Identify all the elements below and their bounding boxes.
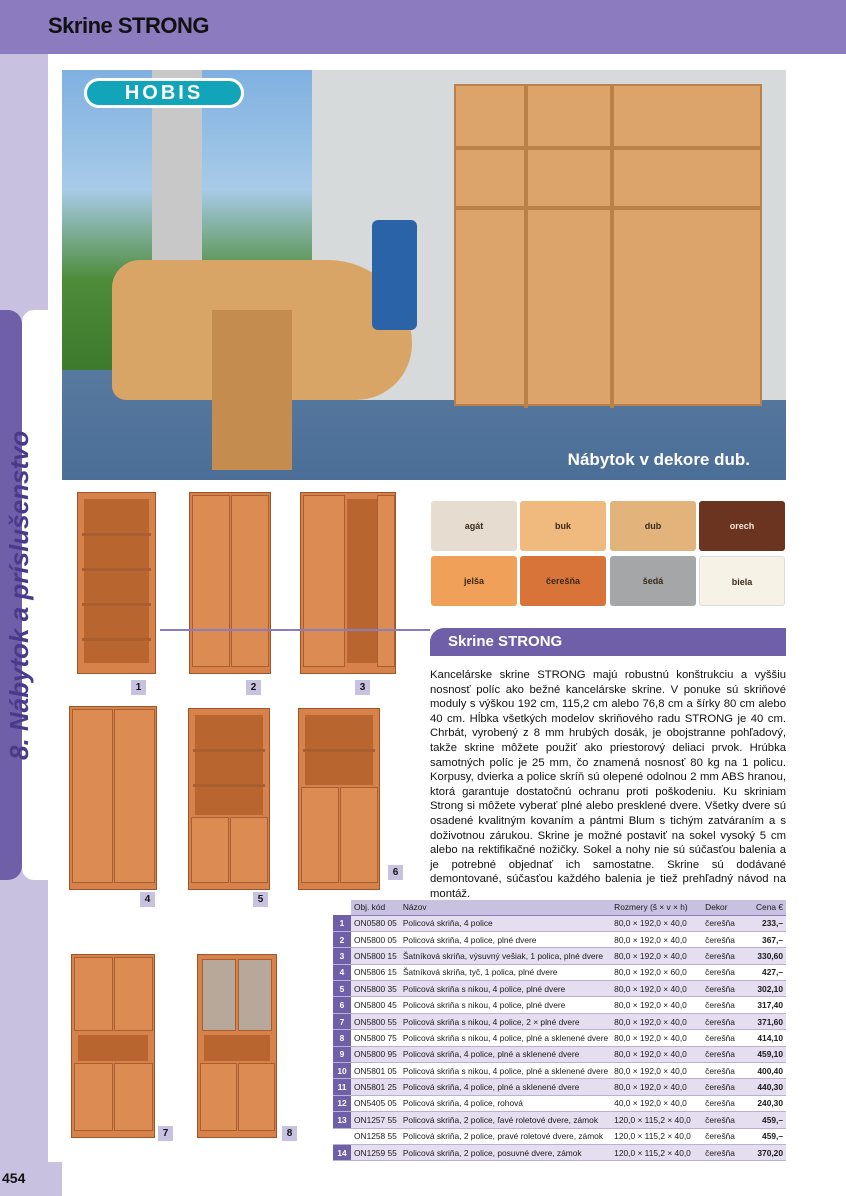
table-row bbox=[333, 931, 786, 947]
cell-dims: 80,0 × 192,0 × 60,0 bbox=[611, 964, 702, 980]
cell-code: ON0580 05 bbox=[351, 915, 400, 931]
product-number: 3 bbox=[355, 680, 370, 695]
cabinet-6-image bbox=[298, 708, 380, 890]
header-num bbox=[333, 900, 351, 915]
cell-price: 370,20 bbox=[750, 1144, 786, 1160]
cell-price: 371,60 bbox=[750, 1013, 786, 1029]
page-number: 454 bbox=[2, 1170, 26, 1186]
table-row bbox=[333, 948, 786, 964]
cell-num: 3 bbox=[333, 948, 351, 964]
table-row bbox=[333, 1112, 786, 1128]
table-header-row bbox=[333, 900, 786, 915]
header-price: Cena € bbox=[750, 900, 786, 915]
header-decor: Dekor bbox=[702, 900, 750, 915]
table-row bbox=[333, 1144, 786, 1160]
cell-dims: 80,0 × 192,0 × 40,0 bbox=[611, 931, 702, 947]
table-row bbox=[333, 1079, 786, 1095]
table-row bbox=[333, 1046, 786, 1062]
photo-caption: Nábytok v dekore dub. bbox=[567, 450, 750, 469]
cabinet-7-image bbox=[71, 954, 155, 1138]
cabinet-8-image bbox=[197, 954, 277, 1138]
cabinet-divider bbox=[524, 86, 528, 408]
cell-price: 400,40 bbox=[750, 1063, 786, 1079]
cell-decor: čerešňa bbox=[702, 1013, 750, 1029]
cell-decor: čerešňa bbox=[702, 1128, 750, 1144]
cell-num: 10 bbox=[333, 1063, 351, 1079]
cell-dims: 80,0 × 192,0 × 40,0 bbox=[611, 997, 702, 1013]
page-title: Skrine STRONG bbox=[48, 13, 209, 38]
cell-code: ON5405 05 bbox=[351, 1095, 400, 1111]
cell-dims: 120,0 × 115,2 × 40,0 bbox=[611, 1144, 702, 1160]
header-code: Obj. kód bbox=[351, 900, 400, 915]
cabinet-4-image bbox=[69, 706, 157, 890]
table-row bbox=[333, 1013, 786, 1029]
product-number: 2 bbox=[246, 680, 261, 695]
cell-price: 317,40 bbox=[750, 997, 786, 1013]
product-number: 5 bbox=[253, 892, 268, 907]
cell-dims: 80,0 × 192,0 × 40,0 bbox=[611, 1063, 702, 1079]
cell-dims: 40,0 × 192,0 × 40,0 bbox=[611, 1095, 702, 1111]
cell-price: 440,30 bbox=[750, 1079, 786, 1095]
cell-decor: čerešňa bbox=[702, 1046, 750, 1062]
cell-name: Policová skriňa s nikou, 4 police, 2 × plné dvere bbox=[400, 1013, 611, 1029]
table-row bbox=[333, 915, 786, 931]
table-row bbox=[333, 997, 786, 1013]
cell-dims: 80,0 × 192,0 × 40,0 bbox=[611, 915, 702, 931]
table-row bbox=[333, 964, 786, 980]
section-description: Kancelárske skrine STRONG majú robustnú konštrukciu a vyššiu nosnosť políc ako bežné kancelárske skrine. V ponuke sú skriňové moduly s výškou 192 cm, 115,2 cm alebo 76,8 cm a šírky 80 cm alebo 40 cm. Hĺbka všetkých modelov skriňového radu STRONG je 40 cm. Chrbát, vyrobený z 8 mm hrubých dosák, je obojstranne pohľadový, takže skrine môžete použiť ako priestorový deliaci prvok. Hrúbka samotných políc je 25 mm, čo znamená nosnosť 80 kg na 1 policu. Korpusy, dvierka a police skríň sú olepené odolnou 2 mm ABS hranou, ktorá garantuje dostatočnú ochranu proti poškodeniu. Ku skriniam Strong si môžete vyberať plné alebo presklené dvere. Všetky dvere sú osadené kvalitným kovaním a pántmi Blum s tichým zatváraním a s doživotnou zárukou. Skrine je možné postaviť na sokel vysoký 5 cm alebo na rektifikačné nožičky. Sokel a nohy nie sú súčasťou balenia a je potrebné objednať ich samostatne. Skrine sú dodávané demontované, súčasťou každého balenia je tiež prehľadný návod na montáž. bbox=[430, 669, 786, 900]
cell-num: 6 bbox=[333, 997, 351, 1013]
cell-num: 2 bbox=[333, 931, 351, 947]
cell-code: ON5800 55 bbox=[351, 1013, 400, 1029]
cell-price: 459,– bbox=[750, 1128, 786, 1144]
cell-price: 233,– bbox=[750, 915, 786, 931]
cell-name: Policová skriňa s nikou, 4 police, plné a sklenené dvere bbox=[400, 1063, 611, 1079]
cell-name: Policová skriňa, 4 police bbox=[400, 915, 611, 931]
chapter-label: 8. Nábytok a príslušenstvo bbox=[4, 430, 34, 760]
cell-price: 459,– bbox=[750, 1112, 786, 1128]
cell-decor: čerešňa bbox=[702, 981, 750, 997]
cell-code: ON5801 05 bbox=[351, 1063, 400, 1079]
cell-num: 11 bbox=[333, 1079, 351, 1095]
cell-dims: 120,0 × 115,2 × 40,0 bbox=[611, 1128, 702, 1144]
cell-code: ON5800 75 bbox=[351, 1030, 400, 1046]
swatch-orech: orech bbox=[699, 501, 785, 551]
cell-decor: čerešňa bbox=[702, 964, 750, 980]
product-number: 7 bbox=[158, 1126, 173, 1141]
swatch-biela: biela bbox=[699, 556, 785, 606]
cell-price: 330,60 bbox=[750, 948, 786, 964]
cell-code: ON1258 55 bbox=[351, 1128, 400, 1144]
table-row bbox=[333, 1128, 786, 1144]
cell-name: Policová skriňa, 4 police, plné a sklenené dvere bbox=[400, 1079, 611, 1095]
swatch-ceresna: čerešňa bbox=[520, 556, 606, 606]
header-dims: Rozmery (š × v × h) bbox=[611, 900, 702, 915]
cell-name: Policová skriňa, 4 police, rohová bbox=[400, 1095, 611, 1111]
cell-decor: čerešňa bbox=[702, 931, 750, 947]
cell-price: 302,10 bbox=[750, 981, 786, 997]
cell-dims: 80,0 × 192,0 × 40,0 bbox=[611, 948, 702, 964]
cell-code: ON5800 15 bbox=[351, 948, 400, 964]
cell-num: 9 bbox=[333, 1046, 351, 1062]
price-table bbox=[333, 900, 786, 1161]
cabinet-shelf bbox=[456, 146, 760, 150]
cell-dims: 80,0 × 192,0 × 40,0 bbox=[611, 1046, 702, 1062]
cell-name: Policová skriňa, 2 police, ľavé roletové dvere, zámok bbox=[400, 1112, 611, 1128]
cell-name: Policová skriňa s nikou, 4 police, plné dvere bbox=[400, 997, 611, 1013]
section-title: Skrine STRONG bbox=[448, 633, 563, 650]
cell-num: 1 bbox=[333, 915, 351, 931]
cell-price: 459,10 bbox=[750, 1046, 786, 1062]
cabinet-5-image bbox=[188, 708, 270, 890]
cabinet-divider bbox=[610, 86, 614, 408]
table-row bbox=[333, 981, 786, 997]
cell-name: Policová skriňa, 4 police, plné a sklenené dvere bbox=[400, 1046, 611, 1062]
cell-name: Šatníková skriňa, výsuvný vešiak, 1 polica, plné dvere bbox=[400, 948, 611, 964]
swatch-agat: agát bbox=[431, 501, 517, 551]
cell-num: 7 bbox=[333, 1013, 351, 1029]
header-name: Názov bbox=[400, 900, 611, 915]
swatch-buk: buk bbox=[520, 501, 606, 551]
cell-num: 8 bbox=[333, 1030, 351, 1046]
cell-num: 13 bbox=[333, 1112, 351, 1128]
product-number: 8 bbox=[282, 1126, 297, 1141]
cabinet-1-image bbox=[77, 492, 156, 674]
desk-leg bbox=[212, 310, 292, 470]
product-number: 4 bbox=[140, 892, 155, 907]
table-row bbox=[333, 1030, 786, 1046]
cell-name: Policová skriňa, 4 police, plné dvere bbox=[400, 931, 611, 947]
section-divider bbox=[160, 629, 430, 631]
table-row bbox=[333, 1095, 786, 1111]
hobis-logo: HOBIS bbox=[84, 78, 244, 108]
cell-name: Šatníková skriňa, tyč, 1 polica, plné dvere bbox=[400, 964, 611, 980]
cell-code: ON1257 55 bbox=[351, 1112, 400, 1128]
cabinet-2-image bbox=[189, 492, 271, 674]
swatch-jelsa: jelša bbox=[431, 556, 517, 606]
cabinet-3-image bbox=[300, 492, 396, 674]
cell-name: Policová skriňa s nikou, 4 police, plné a sklenené dvere bbox=[400, 1030, 611, 1046]
cell-code: ON5800 05 bbox=[351, 931, 400, 947]
swatch-dub: dub bbox=[610, 501, 696, 551]
cell-code: ON5801 25 bbox=[351, 1079, 400, 1095]
cell-decor: čerešňa bbox=[702, 948, 750, 964]
cell-num bbox=[333, 1128, 351, 1144]
table-row bbox=[333, 1063, 786, 1079]
cell-decor: čerešňa bbox=[702, 997, 750, 1013]
cell-dims: 80,0 × 192,0 × 40,0 bbox=[611, 981, 702, 997]
cell-decor: čerešňa bbox=[702, 1063, 750, 1079]
cell-decor: čerešňa bbox=[702, 1095, 750, 1111]
cell-code: ON1259 55 bbox=[351, 1144, 400, 1160]
cell-decor: čerešňa bbox=[702, 1144, 750, 1160]
product-number: 6 bbox=[388, 865, 403, 880]
cell-num: 12 bbox=[333, 1095, 351, 1111]
cell-code: ON5806 15 bbox=[351, 964, 400, 980]
cell-code: ON5800 95 bbox=[351, 1046, 400, 1062]
cell-decor: čerešňa bbox=[702, 1112, 750, 1128]
cell-num: 14 bbox=[333, 1144, 351, 1160]
cell-decor: čerešňa bbox=[702, 915, 750, 931]
cell-dims: 80,0 × 192,0 × 40,0 bbox=[611, 1030, 702, 1046]
hero-photo bbox=[62, 70, 786, 480]
cell-name: Policová skriňa s nikou, 4 police, plné dvere bbox=[400, 981, 611, 997]
cell-num: 4 bbox=[333, 964, 351, 980]
swatch-seda: šedá bbox=[610, 556, 696, 606]
cell-price: 427,– bbox=[750, 964, 786, 980]
cell-decor: čerešňa bbox=[702, 1079, 750, 1095]
wall-cabinets bbox=[454, 84, 762, 406]
product-number: 1 bbox=[131, 680, 146, 695]
cell-name: Policová skriňa, 2 police, pravé roletové dvere, zámok bbox=[400, 1128, 611, 1144]
cell-price: 414,10 bbox=[750, 1030, 786, 1046]
cell-decor: čerešňa bbox=[702, 1030, 750, 1046]
cell-num: 5 bbox=[333, 981, 351, 997]
cabinet-shelf bbox=[456, 206, 760, 210]
cell-dims: 120,0 × 115,2 × 40,0 bbox=[611, 1112, 702, 1128]
cell-price: 367,– bbox=[750, 931, 786, 947]
office-chair bbox=[372, 220, 417, 330]
cell-name: Policová skriňa, 2 police, posuvné dvere, zámok bbox=[400, 1144, 611, 1160]
cell-code: ON5800 45 bbox=[351, 997, 400, 1013]
cell-code: ON5800 35 bbox=[351, 981, 400, 997]
cell-price: 240,30 bbox=[750, 1095, 786, 1111]
cell-dims: 80,0 × 192,0 × 40,0 bbox=[611, 1013, 702, 1029]
cell-dims: 80,0 × 192,0 × 40,0 bbox=[611, 1079, 702, 1095]
